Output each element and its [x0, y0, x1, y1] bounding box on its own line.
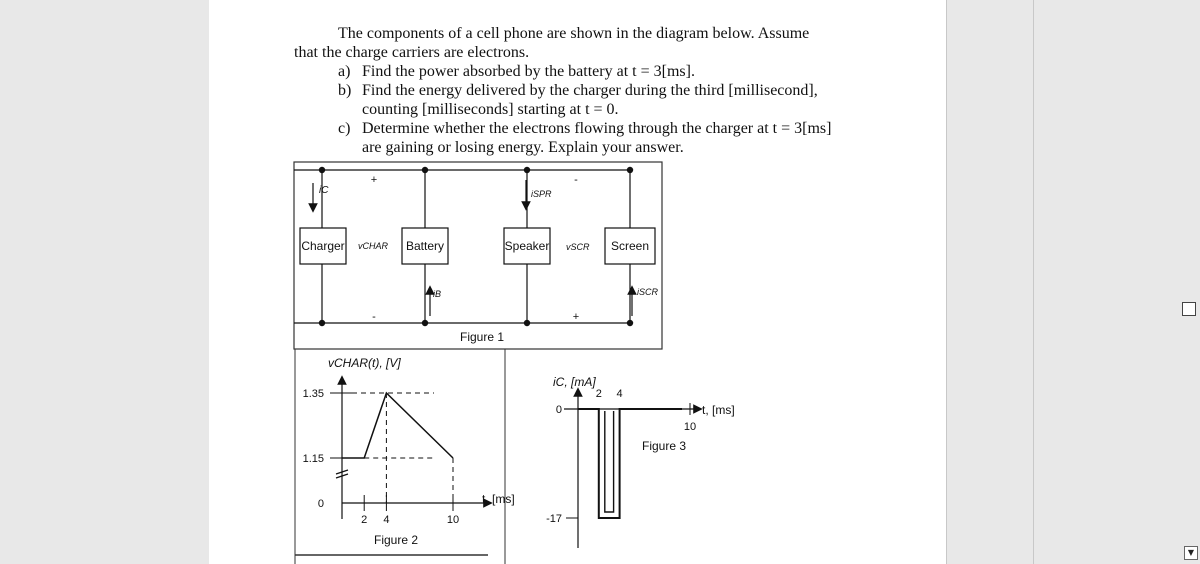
- figure-2-xlabel: t, [ms]: [482, 492, 515, 506]
- figure-3-xlabel: t, [ms]: [702, 403, 735, 417]
- question-text: counting [milliseconds] starting at t = 0.: [362, 101, 619, 118]
- label-vchar: vCHAR: [358, 241, 389, 251]
- node-dot: [524, 167, 530, 173]
- figure-3-ylabel: iC, [mA]: [553, 375, 596, 389]
- plus-sign: +: [370, 174, 378, 186]
- label-ispr: iSPR: [531, 189, 552, 199]
- scrollbar-thumb[interactable]: [1182, 302, 1196, 316]
- label-iscr: iSCR: [637, 287, 659, 297]
- figure-2-series-line: [342, 393, 453, 458]
- figure-3-xtick-label: 10: [683, 421, 697, 433]
- figure-2-ytick-label: 1.15: [302, 453, 324, 465]
- plus-sign: +: [572, 311, 580, 323]
- node-dot: [627, 167, 633, 173]
- minus-sign: -: [372, 311, 376, 323]
- figure-1-circuit: [294, 162, 662, 349]
- question-label: c): [338, 120, 351, 137]
- label-vscr: vSCR: [566, 242, 590, 252]
- figure-3-xtick-label: 4: [616, 388, 623, 400]
- question-text: Find the energy delivered by the charger during the third [millisecond],: [362, 82, 818, 99]
- node-dot: [627, 320, 633, 326]
- label-battery: Battery: [405, 239, 445, 253]
- label-screen: Screen: [610, 239, 650, 253]
- intro-line-1: The components of a cell phone are shown in the diagram below. Assume: [338, 25, 810, 42]
- intro-line-2: that the charge carriers are electrons.: [294, 44, 530, 61]
- node-dot: [319, 167, 325, 173]
- figure-2-ytick-label: 1.35: [302, 388, 324, 400]
- figure-2-xtick-label: 4: [383, 514, 390, 526]
- scroll-down-arrow[interactable]: ▼: [1184, 546, 1198, 560]
- question-text: are gaining or losing energy. Explain your answer.: [362, 139, 684, 156]
- figure-3-caption: Figure 3: [641, 439, 687, 453]
- figure-3-series-line: [578, 409, 682, 518]
- label-charger: Charger: [301, 239, 345, 253]
- question-text: Find the power absorbed by the battery at t = 3[ms].: [362, 63, 695, 80]
- node-dot: [524, 320, 530, 326]
- node-dot: [319, 320, 325, 326]
- figure-2-ylabel: vCHAR(t), [V]: [328, 356, 401, 370]
- figure-3-pulse-inner: [605, 411, 614, 512]
- figure-2-chart: [295, 349, 515, 564]
- label-speaker: Speaker: [504, 239, 550, 253]
- label-ib: iB: [433, 289, 442, 299]
- label-ic: iC: [319, 185, 329, 196]
- minus-sign: -: [574, 174, 578, 186]
- figure-2-xtick-label: 2: [361, 514, 368, 526]
- figure-3-ytick-label: 0: [555, 404, 562, 416]
- question-text: Determine whether the electrons flowing through the charger at t = 3[ms]: [362, 120, 832, 137]
- node-dot: [422, 320, 428, 326]
- figure-1-caption: Figure 1: [459, 330, 505, 344]
- question-label: a): [338, 63, 351, 80]
- figure-3-xtick-label: 2: [595, 388, 602, 400]
- figure-2-xtick-label: 10: [446, 514, 460, 526]
- figure-2-caption: Figure 2: [373, 533, 419, 547]
- figure-3-ytick-label: -17: [546, 513, 562, 525]
- figure-3-chart: [546, 375, 735, 548]
- question-label: b): [338, 82, 352, 99]
- figure-2-ytick-label: 0: [317, 498, 324, 510]
- node-dot: [422, 167, 428, 173]
